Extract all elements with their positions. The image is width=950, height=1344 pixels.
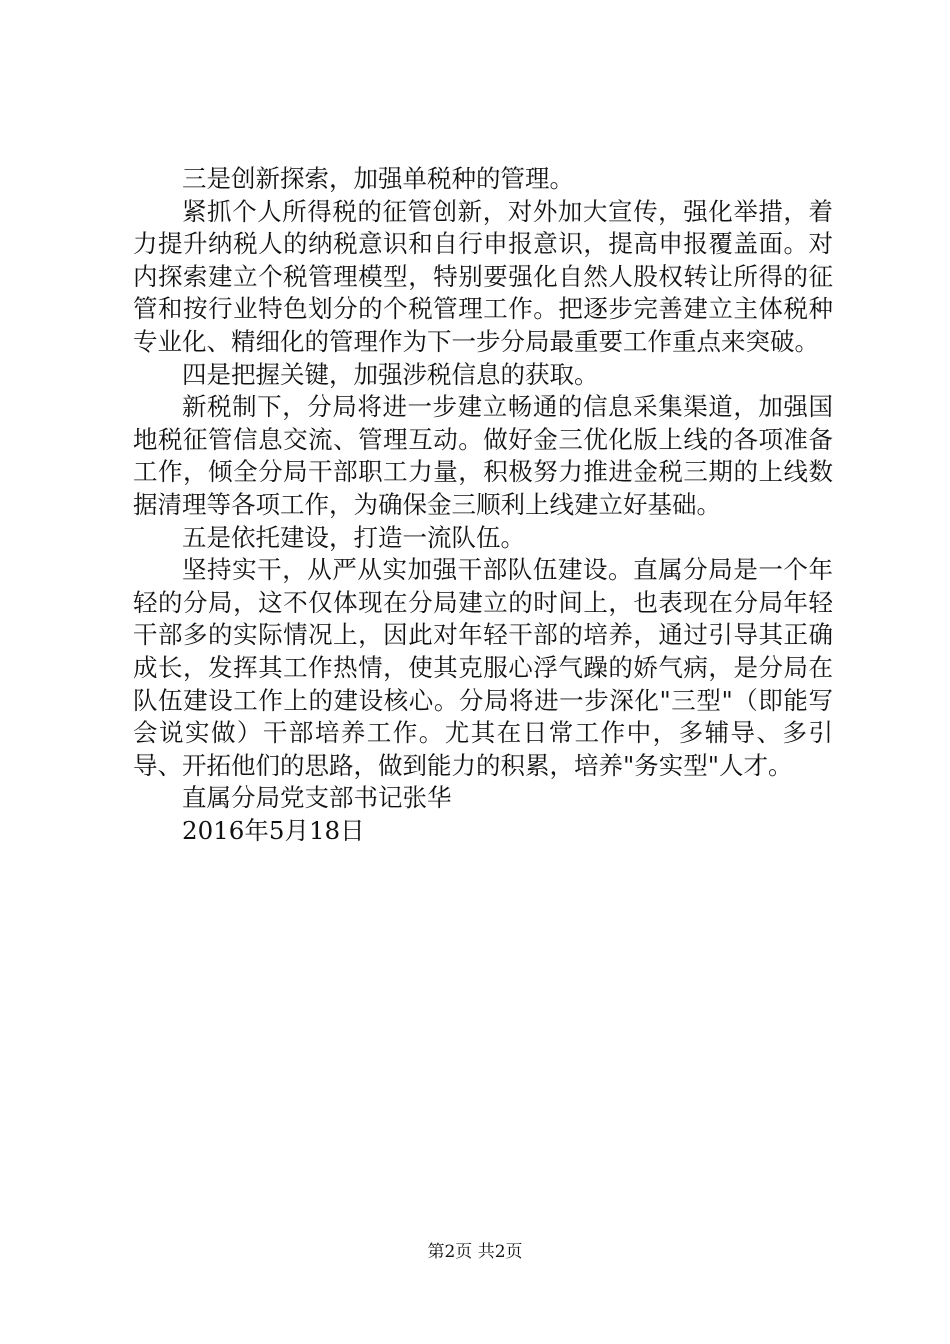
page-footer: 第2页 共2页 bbox=[427, 1242, 523, 1262]
section-heading-5: 五是依托建设，打造一流队伍。 bbox=[182, 522, 525, 552]
date-line: 2016年5月18日 bbox=[182, 815, 365, 845]
body-paragraph: 紧抓个人所得税的征管创新，对外加大宣传，强化举措，着力提升纳税人的纳税意识和自行申报意识，提高申报覆盖面。对内探索建立个税管理模型，特别要强化自然人股权转让所得的征管和按行业特色划分的个税管理工作。把逐步完善建立主体税种专业化、精细化的管理作为下一步分局最重要工作重点来突破。 bbox=[133, 196, 833, 356]
document-body bbox=[133, 163, 833, 847]
body-paragraph: 新税制下，分局将进一步建立畅通的信息采集渠道，加强国地税征管信息交流、管理互动。做好金三优化版上线的各项准备工作，倾全分局干部职工力量，积极努力推进金税三期的上线数据清理等各项工作，为确保金三顺利上线建立好基础。 bbox=[133, 392, 833, 519]
signature-line: 直属分局党支部书记张华 bbox=[182, 783, 452, 813]
section-heading-3: 三是创新探索，加强单税种的管理。 bbox=[182, 164, 574, 193]
body-paragraph: 坚持实干，从严从实加强干部队伍建设。直属分局是一个年轻的分局，这不仅体现在分局建立的时间上，也表现在分局年轻干部多的实际情况上，因此对年轻干部的培养，通过引导其正确成长，发挥其工作热情，使其克服心浮气躁的娇气病，是分局在队伍建设工作上的建设核心。分局将进一步深化"三型"（即能写会说实做）干部培养工作。尤其在日常工作中，多辅导、多引导、开拓他们的思路，做到能力的积累，培养"务实型"人才。 bbox=[133, 555, 833, 780]
section-heading-4: 四是把握关键，加强涉税信息的获取。 bbox=[182, 359, 599, 389]
